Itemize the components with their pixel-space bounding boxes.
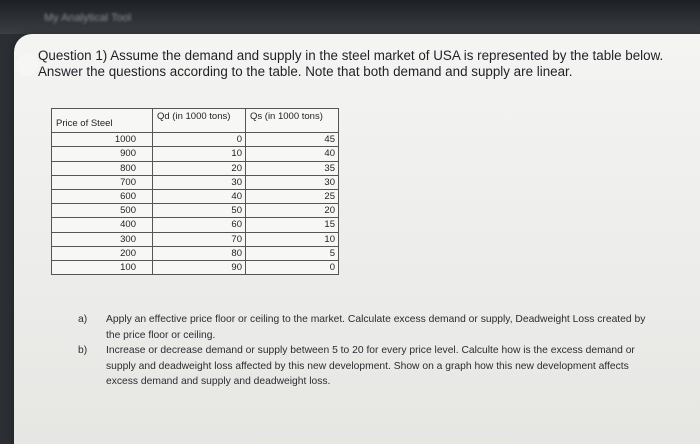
cell-qd: 80	[153, 246, 246, 260]
question-text: Question 1) Assume the demand and supply in the steel market of USA is represented by the table below. Answer the questions according to the table. Note that both demand and supply are linear.	[38, 48, 664, 79]
cell-qd: 50	[153, 204, 246, 218]
cell-price: 600	[52, 189, 153, 203]
cell-price: 400	[52, 218, 153, 232]
cell-qd: 10	[153, 147, 246, 161]
cell-price: 1000	[52, 133, 153, 147]
table-row	[52, 246, 339, 260]
table-row	[52, 232, 339, 246]
item-text: Apply an effective price floor or ceiling to the market. Calculate excess demand or supply, Deadweight Loss created by the price floor or ceiling.	[106, 314, 646, 341]
table-row	[52, 161, 339, 175]
demand-supply-table	[51, 108, 339, 275]
table-header-row	[52, 109, 339, 133]
cell-price: 100	[52, 260, 153, 274]
cell-qs: 45	[246, 133, 339, 147]
cell-qs: 30	[246, 175, 339, 189]
table-row	[52, 204, 339, 218]
cell-qs: 35	[246, 161, 339, 175]
cell-qd: 60	[153, 218, 246, 232]
table-row	[52, 260, 339, 274]
sub-questions	[78, 312, 658, 390]
cell-qd: 30	[153, 175, 246, 189]
cell-price: 500	[52, 204, 153, 218]
list-item	[78, 312, 658, 343]
monitor-bezel	[0, 0, 700, 34]
table-row	[52, 218, 339, 232]
page-corner-circle	[16, 54, 38, 76]
document-page	[14, 34, 700, 444]
cell-price: 800	[52, 161, 153, 175]
item-text: Increase or decrease demand or supply between 5 to 20 for every price level. Calculte how is the excess demand or supply and deadweight loss affected by this new development. Show on a graph how this new development affects excess demand and supply and deadweight loss.	[106, 345, 635, 387]
cell-price: 200	[52, 246, 153, 260]
table-row	[52, 133, 339, 147]
cell-qs: 5	[246, 246, 339, 260]
cell-qs: 20	[246, 204, 339, 218]
cell-qs: 10	[246, 232, 339, 246]
item-marker: b)	[78, 345, 88, 356]
cell-qs: 15	[246, 218, 339, 232]
cell-qd: 70	[153, 232, 246, 246]
cell-qs: 25	[246, 189, 339, 203]
header-price: Price of Steel	[52, 109, 153, 133]
cell-qd: 40	[153, 189, 246, 203]
header-qd: Qd (in 1000 tons)	[153, 109, 246, 133]
cell-price: 900	[52, 147, 153, 161]
table-row	[52, 189, 339, 203]
cell-qd: 20	[153, 161, 246, 175]
cell-qs: 40	[246, 147, 339, 161]
header-qs: Qs (in 1000 tons)	[246, 109, 339, 133]
window-title: My Analytical Tool	[44, 12, 132, 24]
table-row	[52, 147, 339, 161]
cell-qs: 0	[246, 260, 339, 274]
cell-price: 300	[52, 232, 153, 246]
item-marker: a)	[78, 314, 88, 325]
list-item	[78, 343, 658, 390]
table-row	[52, 175, 339, 189]
cell-qd: 90	[153, 260, 246, 274]
cell-qd: 0	[153, 133, 246, 147]
cell-price: 700	[52, 175, 153, 189]
